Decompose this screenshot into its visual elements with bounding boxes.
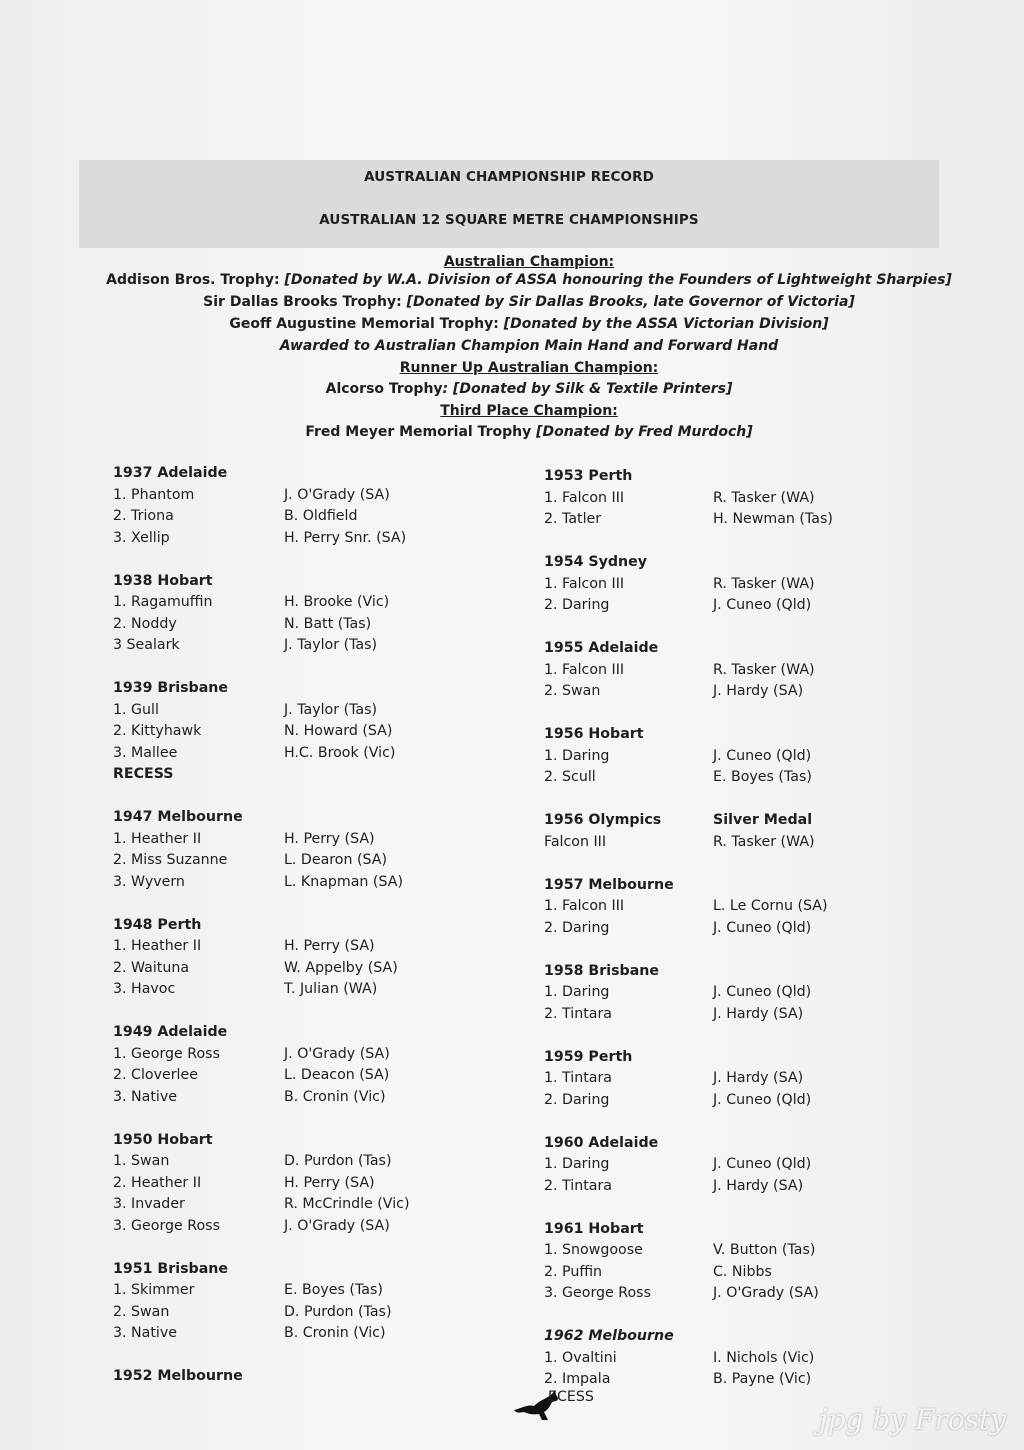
boat-name: 1. Heather II	[113, 938, 202, 954]
skipper-name: E. Boyes (Tas)	[284, 1282, 383, 1298]
skipper-name: B. Payne (Vic)	[713, 1371, 812, 1387]
year-location: 1956 Olympics	[544, 812, 662, 828]
skipper-name: H. Perry Snr. (SA)	[284, 529, 407, 546]
boat-name: 2. Miss Suzanne	[113, 852, 228, 868]
year-heading	[113, 463, 243, 485]
boat-name: 1. Swan	[113, 1153, 170, 1169]
result-row	[113, 958, 398, 980]
year-location: 1938 Hobart	[113, 572, 213, 589]
skipper-name: R. Tasker (WA)	[713, 661, 815, 678]
result-row	[544, 1240, 816, 1262]
year-heading	[113, 1130, 243, 1152]
boat-name: 2. Scull	[544, 769, 596, 785]
result-row	[544, 982, 812, 1004]
result-row	[113, 485, 390, 507]
year-location: 1961 Hobart	[544, 1220, 644, 1237]
group-spacer	[113, 786, 243, 808]
champion-heading: Australian Champion:	[443, 254, 615, 270]
skipper-name: J. Cuneo (Qld)	[713, 1091, 812, 1108]
skipper-name: W. Appelby (SA)	[284, 959, 398, 976]
year-location: 1962 Melbourne	[544, 1328, 674, 1344]
third-place-heading: Third Place Champion:	[440, 403, 618, 419]
result-row	[113, 1065, 390, 1087]
year-location: 1960 Adelaide	[544, 1134, 659, 1151]
boat-name: 1. Ovaltini	[544, 1349, 617, 1366]
result-row	[544, 595, 812, 617]
skipper-name: H. Newman (Tas)	[713, 511, 833, 527]
result-row	[544, 660, 815, 682]
skipper-name: J. Cuneo (Qld)	[713, 747, 812, 764]
result-row	[113, 1280, 383, 1302]
skipper-name: J. Taylor (Tas)	[284, 637, 378, 653]
skipper-name: J. O'Grady (SA)	[713, 1285, 819, 1301]
boat-name: 2. Triona	[113, 508, 174, 524]
result-row	[544, 1154, 812, 1176]
year-location: 1954 Sydney	[544, 554, 648, 570]
result-row	[544, 488, 815, 510]
boat-name: 2. Waituna	[113, 959, 190, 976]
year-location: 1952 Melbourne	[113, 1368, 243, 1384]
runner-up-heading: Runner Up Australian Champion:	[399, 360, 659, 376]
year-location: 1953 Perth	[544, 468, 633, 484]
skipper-name: N. Howard (SA)	[284, 723, 393, 739]
year-heading	[544, 875, 674, 897]
skipper-name: D. Purdon (Tas)	[284, 1153, 392, 1169]
championship-title: AUSTRALIAN 12 SQUARE METRE CHAMPIONSHIPS	[319, 212, 699, 228]
year-heading	[544, 1219, 674, 1241]
boat-name: 3. Xellip	[113, 529, 170, 546]
boat-name: 1. Daring	[544, 747, 610, 764]
result-row	[544, 918, 812, 940]
boat-name: 3. Mallee	[113, 744, 178, 761]
group-spacer	[544, 1197, 674, 1219]
group-spacer	[113, 1237, 243, 1259]
boat-name: 2. Daring	[544, 597, 610, 613]
year-location: 1948 Perth	[113, 916, 202, 933]
group-spacer	[113, 893, 243, 915]
result-row	[113, 829, 375, 851]
year-location: 1937 Adelaide	[113, 465, 228, 481]
recess-footer: ECESS	[548, 1389, 594, 1405]
result-row	[113, 1151, 392, 1173]
year-heading	[113, 807, 243, 829]
group-spacer	[113, 657, 243, 679]
skipper-name: J. Cuneo (Qld)	[713, 597, 812, 613]
result-row	[113, 743, 396, 765]
year-location: 1957 Melbourne	[544, 876, 674, 893]
skipper-name: J. Hardy (SA)	[713, 1177, 804, 1194]
group-spacer	[544, 1025, 674, 1047]
group-spacer	[544, 939, 674, 961]
boat-name: 2. Kittyhawk	[113, 723, 202, 739]
result-row	[544, 574, 815, 596]
result-row	[113, 850, 388, 872]
boat-name: 2. Cloverlee	[113, 1067, 198, 1083]
boat-name: 3. Native	[113, 1325, 177, 1341]
group-spacer	[113, 1345, 243, 1367]
skipper-name: L. Dearon (SA)	[284, 852, 388, 868]
skipper-name: I. Nichols (Vic)	[713, 1349, 815, 1366]
group-spacer	[113, 1001, 243, 1023]
skipper-name: H. Perry (SA)	[284, 1174, 375, 1191]
year-location: 1951 Brisbane	[113, 1260, 228, 1277]
result-row	[544, 1348, 815, 1370]
skipper-name: J. Hardy (SA)	[713, 1005, 804, 1022]
year-heading	[544, 466, 674, 488]
boat-name: 3. Invader	[113, 1196, 185, 1212]
boat-name: 2. Swan	[113, 1303, 170, 1320]
result-row	[113, 1173, 375, 1195]
result-row	[544, 509, 833, 531]
boat-name: 3 Sealark	[113, 637, 180, 653]
result-row	[113, 506, 358, 528]
boat-name: 2. Noddy	[113, 615, 177, 632]
boat-name: 1. Falcon III	[544, 661, 625, 678]
group-spacer	[113, 549, 243, 571]
year-heading	[113, 1022, 243, 1044]
skipper-name: J. O'Grady (SA)	[284, 1045, 390, 1062]
boat-name: 2. Puffin	[544, 1263, 603, 1280]
boat-name: 2. Impala	[544, 1371, 611, 1387]
boat-name: 2. Heather II	[113, 1174, 202, 1191]
year-heading	[113, 678, 243, 700]
result-row	[113, 936, 375, 958]
result-row	[113, 700, 378, 722]
result-row	[113, 592, 390, 614]
year-heading	[113, 571, 243, 593]
skipper-name: D. Purdon (Tas)	[284, 1303, 392, 1320]
boat-name: 3. George Ross	[544, 1285, 651, 1301]
year-heading	[544, 1133, 674, 1155]
group-spacer	[544, 853, 674, 875]
year-location: 1955 Adelaide	[544, 640, 659, 656]
skipper-name: N. Batt (Tas)	[284, 615, 372, 632]
year-heading	[544, 810, 813, 832]
year-heading	[113, 915, 243, 937]
trophy-alcorso: Alcorso Trophy: [Donated by Silk & Textile Printers]	[325, 381, 733, 397]
watermark-text: jpg by Frosty	[818, 1403, 1006, 1436]
skipper-name: L. Le Cornu (SA)	[713, 898, 828, 914]
year-location: 1949 Adelaide	[113, 1024, 228, 1040]
skipper-name: B. Cronin (Vic)	[284, 1088, 386, 1105]
result-row	[544, 681, 804, 703]
year-heading	[544, 552, 674, 574]
result-row	[113, 1302, 392, 1324]
trophy-addison: Addison Bros. Trophy: [Donated by W.A. Division of ASSA honouring the Founders of Lightweight Sharpies]	[106, 272, 952, 288]
skipper-name: V. Button (Tas)	[713, 1242, 816, 1258]
boat-name: 1. Heather II	[113, 830, 202, 847]
year-location: 1958 Brisbane	[544, 962, 659, 979]
boat-name: 1. Tintara	[544, 1070, 612, 1086]
boat-name: 1. Skimmer	[113, 1282, 195, 1298]
trophy-dallas-brooks: Sir Dallas Brooks Trophy: [Donated by Sir Dallas Brooks, late Governor of Victoria]	[203, 294, 855, 310]
skipper-name: R. Tasker (WA)	[713, 489, 815, 506]
year-heading	[544, 724, 674, 746]
medal-label: Silver Medal	[713, 812, 813, 828]
year-heading	[113, 1366, 243, 1388]
result-row	[544, 896, 828, 918]
skipper-name: H. Perry (SA)	[284, 830, 375, 847]
boat-name: 1. Ragamuffin	[113, 594, 213, 610]
group-spacer	[544, 617, 674, 639]
skipper-name: J. O'Grady (SA)	[284, 1217, 390, 1234]
group-spacer	[544, 789, 674, 811]
boat-name: 1. Daring	[544, 984, 610, 1000]
group-spacer	[544, 703, 674, 725]
skipper-name: H. Perry (SA)	[284, 938, 375, 954]
year-location: 1956 Hobart	[544, 726, 644, 742]
skipper-name: L. Knapman (SA)	[284, 873, 403, 890]
skipper-name: R. Tasker (WA)	[713, 575, 815, 592]
result-row	[544, 1369, 812, 1391]
skipper-name: J. Hardy (SA)	[713, 683, 804, 699]
group-spacer	[544, 1305, 674, 1327]
boat-name: 1. Gull	[113, 701, 159, 718]
result-row	[544, 1283, 819, 1305]
boat-name: 3. Havoc	[113, 981, 176, 997]
boat-name: 1. Snowgoose	[544, 1242, 643, 1258]
group-spacer	[113, 1108, 243, 1130]
skipper-name: B. Cronin (Vic)	[284, 1325, 386, 1341]
result-row	[113, 979, 378, 1001]
result-row	[113, 721, 393, 743]
results-right-column	[544, 466, 833, 1391]
recess-label: RECESS	[113, 766, 174, 782]
skipper-name: T. Julian (WA)	[284, 981, 378, 997]
boat-name: 1. Falcon III	[544, 898, 625, 914]
result-row	[113, 528, 407, 550]
boat-name: 3. Native	[113, 1088, 177, 1105]
boat-name: 2. Daring	[544, 919, 610, 936]
skipper-name: L. Deacon (SA)	[284, 1067, 390, 1083]
skipper-name: J. Taylor (Tas)	[284, 701, 378, 718]
result-row	[113, 872, 403, 894]
trophy-fred-meyer: Fred Meyer Memorial Trophy [Donated by Fred Murdoch]	[305, 424, 753, 440]
skipper-name: H.C. Brook (Vic)	[284, 744, 396, 761]
result-row	[544, 1068, 804, 1090]
boat-name: 1. Phantom	[113, 486, 195, 503]
boat-name: 2. Tatler	[544, 511, 602, 527]
boat-name: 3. George Ross	[113, 1217, 220, 1234]
year-heading	[113, 1259, 243, 1281]
skipper-name: J. O'Grady (SA)	[284, 486, 390, 503]
result-row	[544, 832, 815, 854]
skipper-name: J. Cuneo (Qld)	[713, 919, 812, 936]
awarded-note: Awarded to Australian Champion Main Hand and Forward Hand	[279, 338, 779, 354]
boat-name: 1. Falcon III	[544, 489, 625, 506]
year-heading	[544, 1326, 674, 1348]
results-left-column	[113, 463, 410, 1388]
year-location: 1950 Hobart	[113, 1131, 213, 1148]
skipper-name: J. Cuneo (Qld)	[713, 984, 812, 1000]
boat-name: 2. Swan	[544, 683, 601, 699]
boat-name: Falcon III	[544, 833, 607, 850]
result-row	[544, 1004, 804, 1026]
skipper-name: R. Tasker (WA)	[713, 833, 815, 850]
result-row	[113, 635, 378, 657]
skipper-name: R. McCrindle (Vic)	[284, 1196, 410, 1212]
result-row	[113, 1044, 390, 1066]
result-row	[113, 1087, 386, 1109]
result-row	[544, 1090, 812, 1112]
boat-name: 1. Falcon III	[544, 575, 625, 592]
result-row	[113, 1323, 386, 1345]
group-spacer	[544, 531, 674, 553]
result-row	[544, 746, 812, 768]
result-row	[113, 614, 372, 636]
trophy-geoff-augustine: Geoff Augustine Memorial Trophy: [Donated by the ASSA Victorian Division]	[229, 316, 829, 332]
record-title: AUSTRALIAN CHAMPIONSHIP RECORD	[364, 169, 654, 185]
title-banner	[79, 160, 939, 248]
boat-name: 2. Daring	[544, 1091, 610, 1108]
year-location: 1939 Brisbane	[113, 680, 228, 696]
year-heading	[544, 638, 674, 660]
result-row	[544, 1262, 772, 1284]
boat-name: 1. George Ross	[113, 1045, 220, 1062]
boat-name: 1. Daring	[544, 1156, 610, 1172]
result-row	[544, 767, 812, 789]
skipper-name: B. Oldfield	[284, 508, 358, 524]
result-row	[113, 1216, 390, 1238]
skipper-name: J. Cuneo (Qld)	[713, 1156, 812, 1172]
result-row	[544, 1176, 804, 1198]
year-heading	[544, 961, 674, 983]
year-location: 1959 Perth	[544, 1048, 633, 1065]
group-spacer	[544, 1111, 674, 1133]
year-heading	[544, 1047, 674, 1069]
boat-name: 3. Wyvern	[113, 873, 185, 890]
boat-name: 2. Tintara	[544, 1005, 612, 1022]
result-row	[113, 1194, 410, 1216]
skipper-name: E. Boyes (Tas)	[713, 769, 812, 785]
skipper-name: H. Brooke (Vic)	[284, 594, 390, 610]
year-location: 1947 Melbourne	[113, 809, 243, 825]
skipper-name: J. Hardy (SA)	[713, 1070, 804, 1086]
skipper-name: C. Nibbs	[713, 1263, 772, 1280]
boat-name: 2. Tintara	[544, 1177, 612, 1194]
